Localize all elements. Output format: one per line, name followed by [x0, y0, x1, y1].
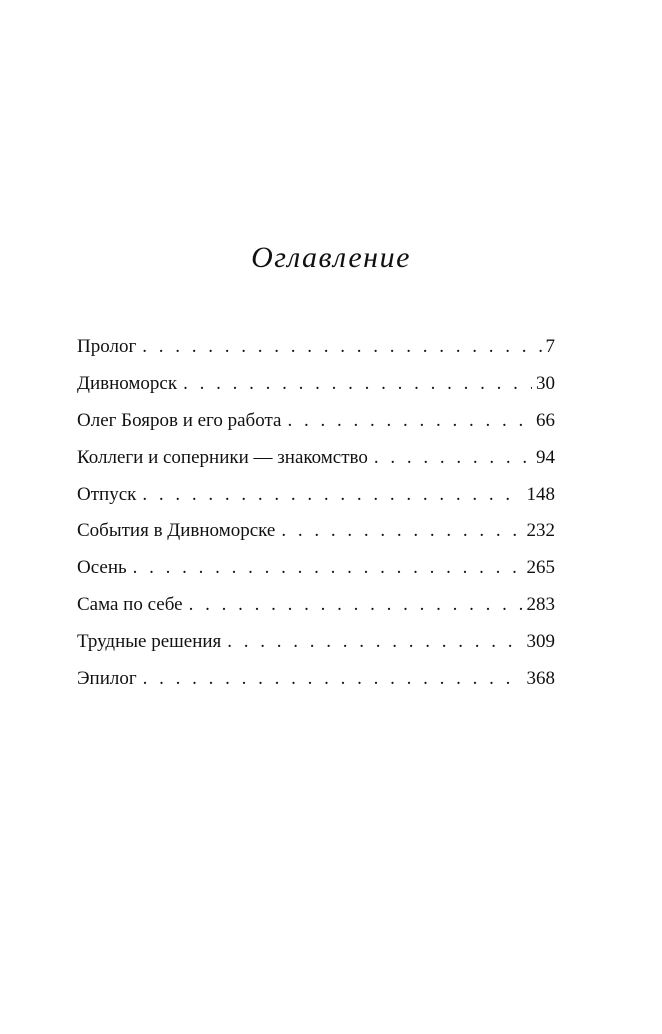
- toc-dot-leader: [221, 629, 522, 655]
- toc-dot-leader: [136, 482, 522, 508]
- toc-page-number: 265: [526, 557, 555, 579]
- toc-entry-prolog[interactable]: [77, 334, 555, 371]
- toc-dot-leader: [275, 518, 522, 544]
- toc-dot-leader: [137, 666, 523, 692]
- toc-entry-title: Отпуск: [77, 483, 137, 505]
- toc-entry-title: События в Дивноморске: [77, 520, 276, 542]
- toc-page-number: 94: [536, 446, 555, 468]
- toc-entry-epilogue[interactable]: [77, 666, 555, 703]
- toc-page-number: 66: [536, 409, 555, 431]
- toc-entry-title: Осень: [77, 557, 127, 579]
- toc-dot-leader: [177, 371, 532, 397]
- toc-page-number: 232: [526, 520, 555, 542]
- toc-entry-on-her-own[interactable]: [77, 592, 555, 629]
- toc-page-number: 309: [526, 631, 555, 653]
- toc-dot-leader: [368, 445, 532, 471]
- toc-entry-title: Коллеги и соперники — знакомство: [77, 446, 368, 468]
- page-title: Оглавление: [251, 241, 411, 274]
- toc-entry-events[interactable]: [77, 518, 555, 555]
- toc-entry-title: Сама по себе: [77, 594, 183, 616]
- toc-entry-colleagues[interactable]: [77, 445, 555, 482]
- toc-dot-leader: [281, 408, 532, 434]
- toc-entry-autumn[interactable]: [77, 555, 555, 592]
- toc-page-number: 283: [526, 594, 555, 616]
- toc-entry-title: Олег Бояров и его работа: [77, 409, 282, 431]
- toc-entry-divnomorsk[interactable]: [77, 371, 555, 408]
- toc-entry-title: Дивноморск: [77, 372, 178, 394]
- toc-dot-leader: [127, 555, 523, 581]
- toc-page-number: 7: [545, 336, 555, 357]
- toc-dot-leader: [183, 592, 523, 618]
- toc-entry-title: Пролог: [77, 336, 137, 357]
- toc-page-number: 148: [526, 483, 555, 505]
- toc-dot-leader: [136, 334, 541, 360]
- toc-entry-title: Трудные решения: [77, 631, 222, 653]
- toc-page-number: 368: [526, 668, 555, 690]
- toc-page-number: 30: [536, 372, 555, 394]
- toc-entry-hard-decisions[interactable]: [77, 629, 555, 666]
- toc-entry-vacation[interactable]: [77, 482, 555, 519]
- toc-entry-title: Эпилог: [77, 668, 137, 690]
- table-of-contents: [77, 334, 555, 703]
- toc-entry-oleg-boyarov[interactable]: [77, 408, 555, 445]
